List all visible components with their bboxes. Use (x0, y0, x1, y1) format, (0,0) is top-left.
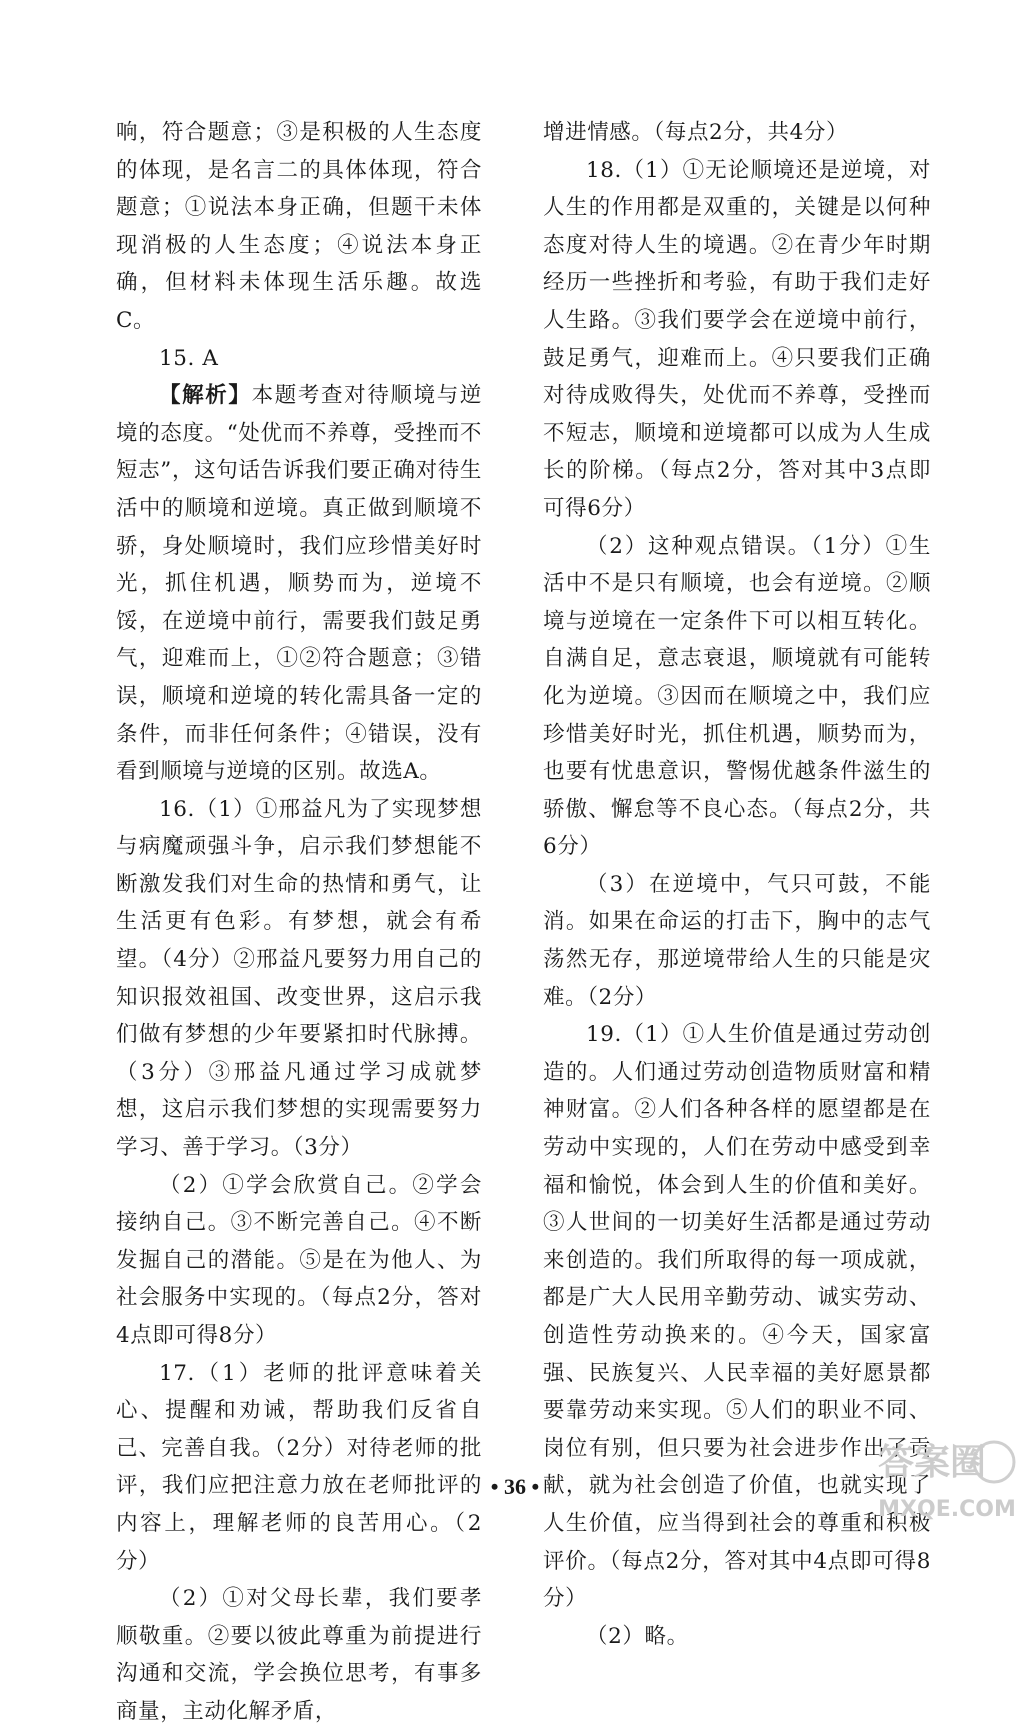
paragraph-p11 (543, 866, 931, 1016)
paragraph-p8 (543, 114, 931, 152)
paragraph-text: 15. A (159, 345, 219, 371)
watermark-url: MXQE.COM (878, 1497, 1016, 1522)
paragraph-p13 (543, 1618, 931, 1656)
site-watermark-logo (872, 1412, 1022, 1532)
paragraph-p1 (116, 114, 482, 340)
analysis-tag: 【解析】 (159, 383, 252, 409)
paragraph-text: 响，符合题意；③是积极的人生态度的体现，是名言二的具体体现，符合题意；①说法本身正确，但题干未体现消极的人生态度；④说法本身正确，但材料未体现生活乐趣。故选C。 (116, 120, 482, 333)
paragraph-text: （3）在逆境中，气只可鼓，不能消。如果在命运的打击下，胸中的志气荡然无存，那逆境带给人生的只能是灾难。（2分） (543, 871, 931, 1010)
paragraph-p7 (116, 1580, 482, 1730)
paragraph-text: 增进情感。（每点2分，共4分） (543, 120, 849, 145)
paragraph-p2 (116, 340, 482, 378)
paragraph-text: 18.（1）①无论顺境还是逆境，对人生的作用都是双重的，关键是以何种态度对待人生的境遇。②在青少年时期经历一些挫折和考验，有助于我们走好人生路。③我们要学会在逆境中前行，鼓足勇气，迎难而上。④只要我们正确对待成败得失，处优而不养尊，受挫而不短志，顺境和逆境都可以成为人生成长的阶梯。（每点2分，答对其中3点即可得6分） (543, 157, 931, 521)
watermark-title: 答案圈 (877, 1442, 987, 1483)
paragraph-p10 (543, 528, 931, 866)
paragraph-text: （2）这种观点错误。（1分）①生活中不是只有顺境，也会有逆境。②顺境与逆境在一定条件下可以相互转化。自满自足，意志衰退，顺境就有可能转化为逆境。③因而在顺境之中，我们应珍惜美好时光，抓住机遇，顺势而为，也要有忧患意识，警惕优越条件滋生的骄傲、懈怠等不良心态。（每点2分，共6分） (543, 533, 931, 860)
paragraph-text: 17.（1）老师的批评意味着关心、提醒和劝诫，帮助我们反省自己、完善自我。（2分）对待老师的批评，我们应把注意力放在老师批评的内容上，理解老师的良苦用心。（2分） (116, 1360, 482, 1574)
paragraph-text: 19.（1）①人生价值是通过劳动创造的。人们通过劳动创造物质财富和精神财富。②人们各种各样的愿望都是在劳动中实现的，人们在劳动中感受到幸福和愉悦，体会到人生的价值和美好。③人世间的一切美好生活都是通过劳动来创造的。我们所取得的每一项成就，都是广大人民用辛勤劳动、诚实劳动、创造性劳动换来的。④今天，国家富强、民族复兴、人民幸福的美好愿景都要靠劳动来实现。⑤人们的职业不同、岗位有别，但只要为社会进步作出了贡献，就为社会创造了价值，也就实现了人生价值，应当得到社会的尊重和积极评价。（每点2分，答对其中4点即可得8分） (543, 1022, 931, 1612)
paragraph-p3 (116, 377, 482, 791)
paragraph-text: 16.（1）①邢益凡为了实现梦想与病魔顽强斗争，启示我们梦想能不断激发我们对生命的热情和勇气，让生活更有色彩。有梦想，就会有希望。（4分）②邢益凡要努力用自己的知识报效祖国、改变世界，这启示我们做有梦想的少年要紧扣时代脉搏。（3分）③邢益凡通过学习成就梦想，这启示我们梦想的实现需要努力学习、善于学习。（3分） (116, 796, 482, 1161)
paragraph-text: （2）①对父母长辈，我们要孝顺敬重。②要以彼此尊重为前提进行沟通和交流，学会换位思考，有事多商量，主动化解矛盾， (116, 1586, 482, 1724)
paragraph-text: （2）略。 (586, 1623, 689, 1649)
paragraph-p4 (116, 791, 482, 1167)
paragraph-p9 (543, 152, 931, 528)
paragraph-p5 (116, 1167, 482, 1355)
paragraph-p6 (116, 1355, 482, 1581)
paragraph-text: 本题考查对待顺境与逆境的态度。“处优而不养尊，受挫而不短志”，这句话告诉我们要正确对待生活中的顺境和逆境。真正做到顺境不骄，身处顺境时，我们应珍惜美好时光，抓住机遇，顺势而为，逆境不馁，在逆境中前行，需要我们鼓足勇气，迎难而上，①②符合题意；③错误，顺境和逆境的转化需具备一定的条件，而非任何条件；④错误，没有看到顺境与逆境的区别。故选A。 (116, 383, 482, 785)
paragraph-text: （2）①学会欣赏自己。②学会接纳自己。③不断完善自己。④不断发掘自己的潜能。⑤是在为他人、为社会服务中实现的。（每点2分，答对4点即可得8分） (116, 1172, 482, 1348)
page-number: • 36 • (490, 1474, 540, 1499)
